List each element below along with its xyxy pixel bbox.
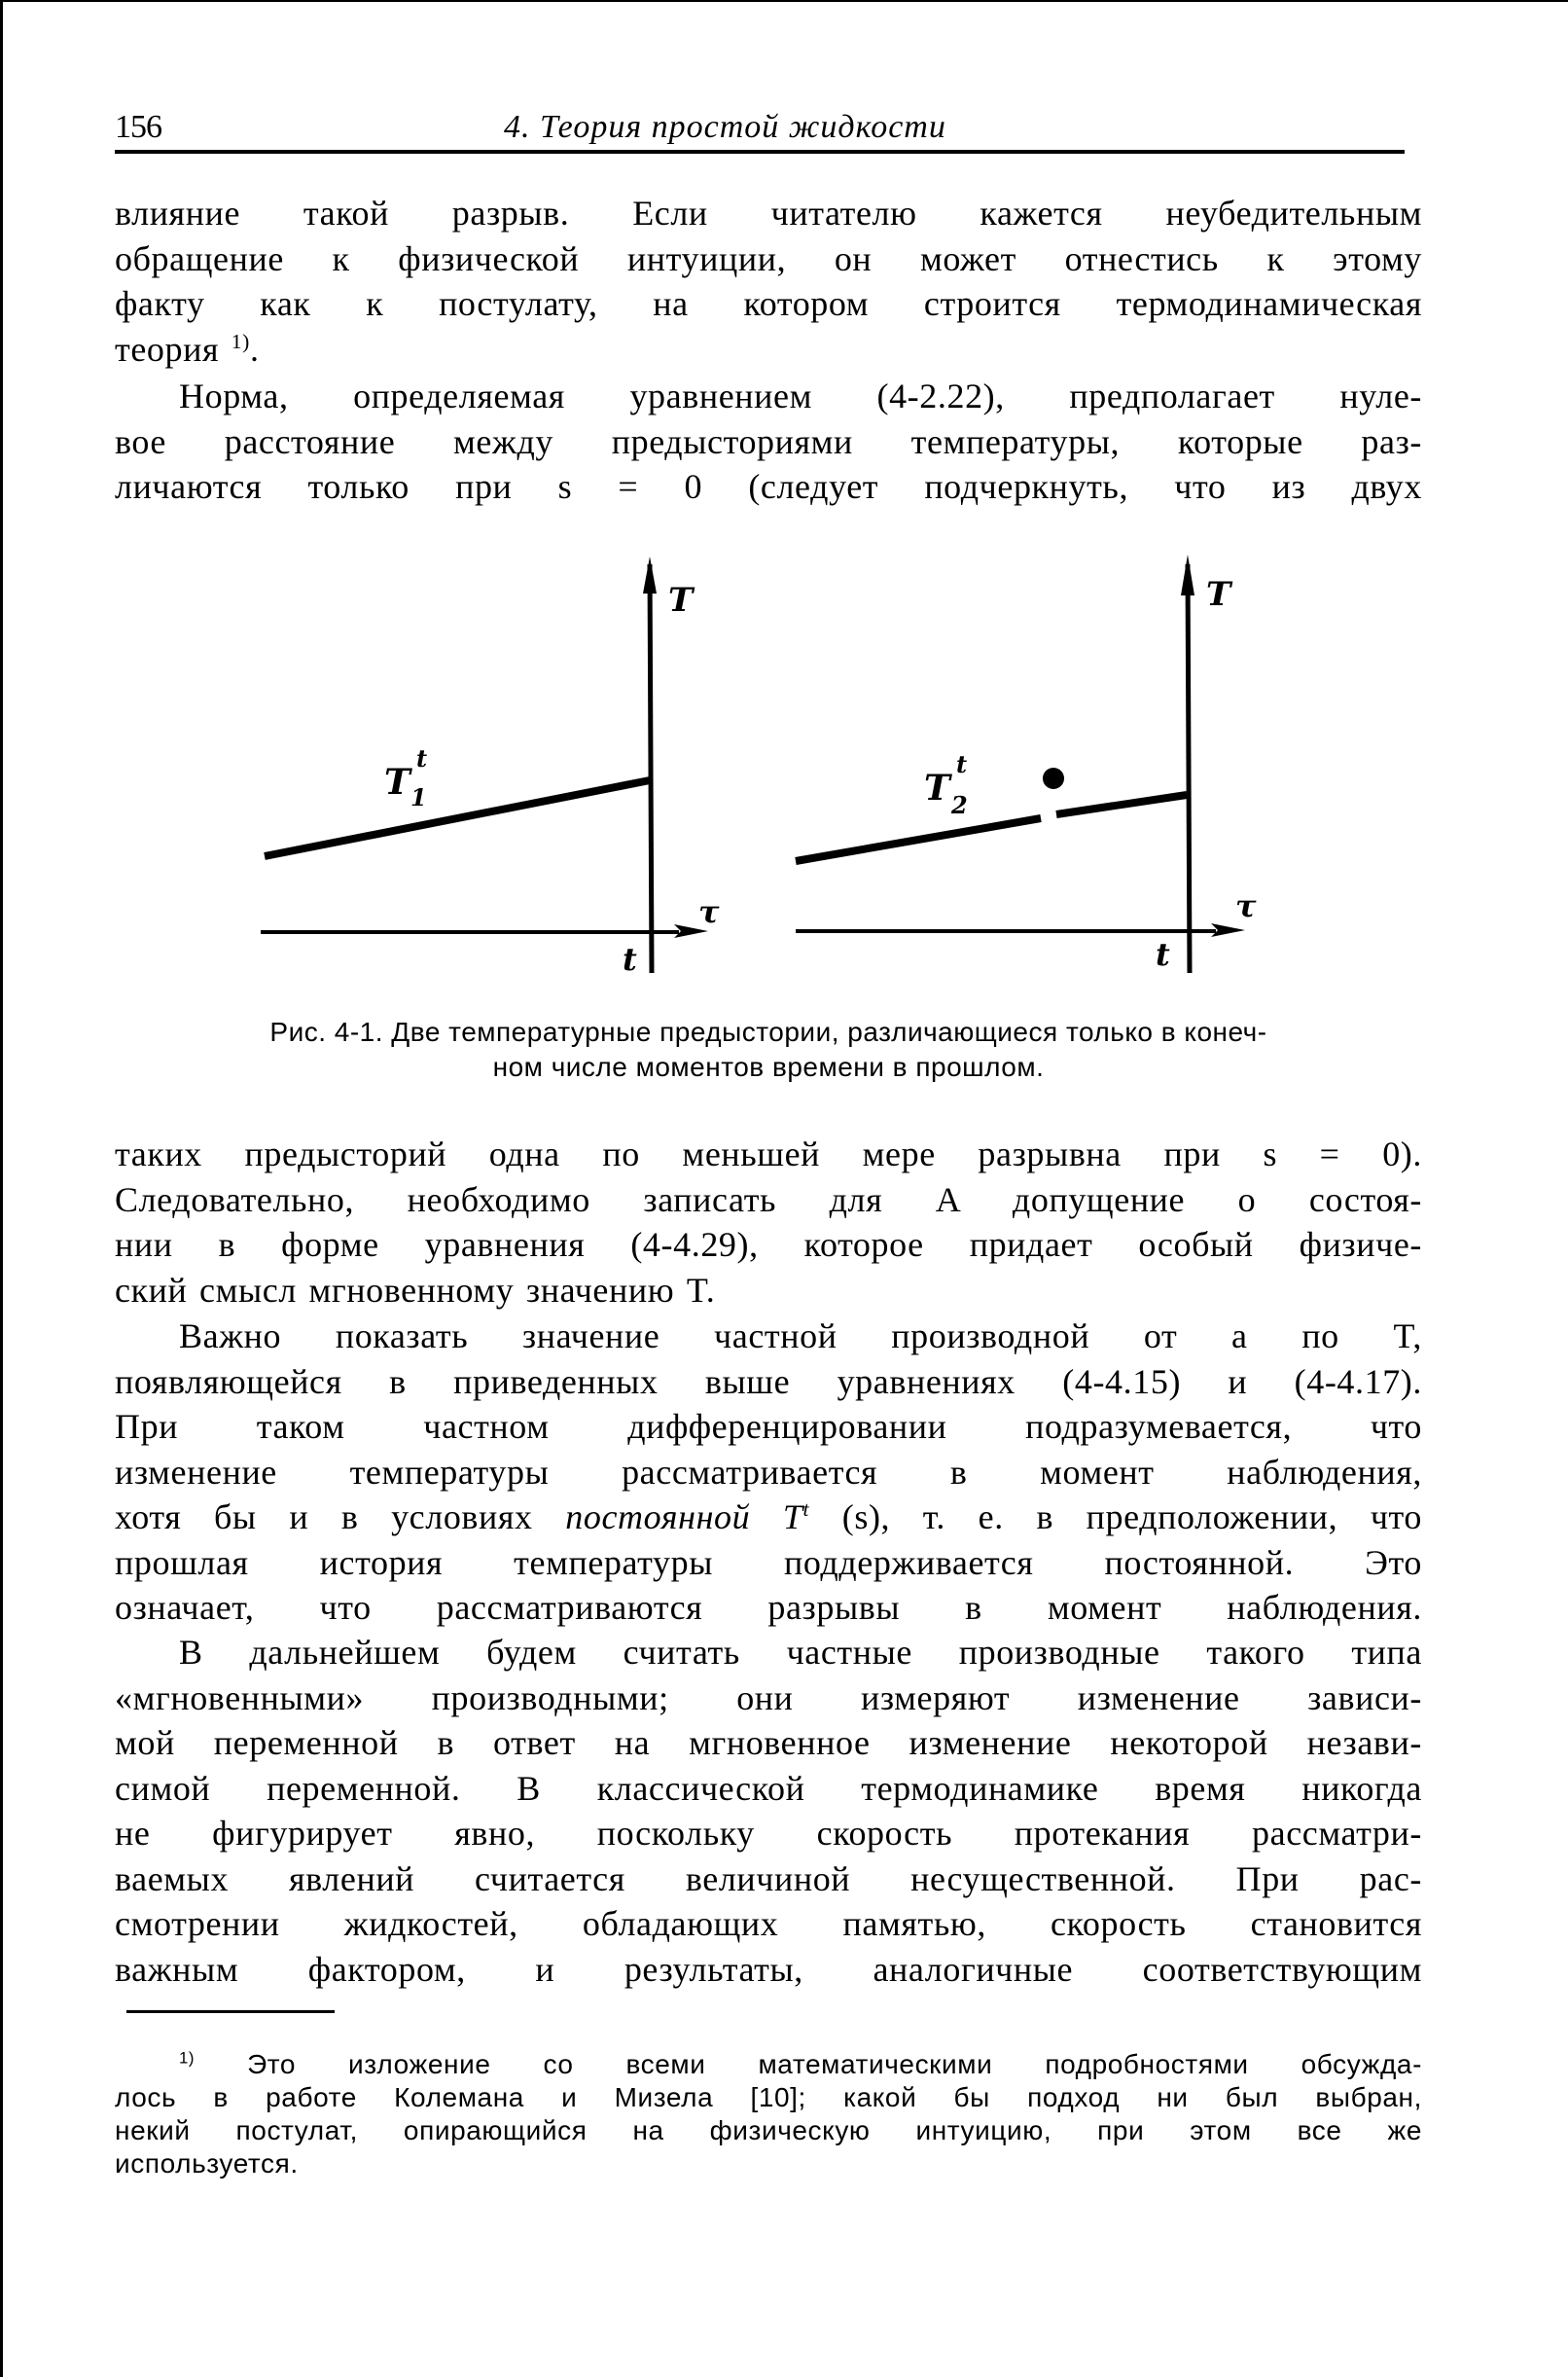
text-line: нии в форме уравнения (4-4.29), которое придает особый физиче- [115,1225,1422,1264]
figure-caption [115,1015,1422,1085]
curve-label: T [924,768,950,809]
running-head [115,105,1405,156]
x-axis-arrow-icon [1211,923,1245,937]
curve-T2-right [1056,795,1187,814]
text-line: вое расстояние между предысториями температуры, которые раз- [115,421,1422,461]
text-line: важным фактором, и результаты, аналогичные соответствующим [115,1949,1422,1989]
x-axis-label: τ [1235,887,1257,924]
paragraph-3 [115,1132,1422,1313]
caption-line: Рис. 4-1. Две температурные предыстории, различающиеся только в конеч- [269,1017,1267,1047]
footnote-rule [126,2010,335,2013]
text-line: означает, что рассматриваются разрывы в момент наблюдения. [115,1588,1422,1627]
footnote-ref[interactable]: 1) [231,329,250,353]
y-axis-1 [650,564,652,973]
text-line: В дальнейшем будем считать частные производные такого типа [179,1633,1422,1672]
curve-T2-left [796,818,1041,861]
y-axis-label: T [1206,575,1231,614]
paragraph-4 [115,1314,1422,1631]
text-line: Норма, определяемая уравнением (4-2.22), предполагает нуле- [179,377,1422,415]
text-line: ваемых явлений считается величиной несущественной. При рас- [115,1858,1422,1898]
figure-4-1 [243,545,1313,1002]
text-line: ский смысл мгновенному значению T. [115,1270,716,1310]
text-line: прошлая история температуры поддерживается постоянной. Это [115,1542,1422,1582]
text-line: изменение температуры рассматривается в момент наблюдения, [115,1452,1422,1492]
text-line: таких предысторий одна по меньшей мере разрывна при s = 0). [115,1134,1422,1173]
curve-T1 [265,780,650,856]
text-line: обращение к физической интуиции, он может отнестись к этому [115,238,1422,278]
curve-label-sup: t [416,744,428,773]
panel-1 [261,557,720,978]
curve-label: T [384,762,410,803]
y-axis-arrow-icon [1181,555,1194,595]
paragraph-2 [115,374,1422,510]
curve-label-sub: 1 [410,783,427,811]
caption-line: ном числе моментов времени в прошлом. [492,1052,1045,1082]
paragraph-5 [115,1630,1422,1992]
header-rule [115,150,1405,154]
footnote-line: $^{1)}$ Это изложение со всеми математическими подробностями обсужда- [179,2048,1422,2079]
footnote-line: используется. [115,2148,299,2179]
text-line: симой переменной. В классической термодинамике время никогда [115,1768,1422,1808]
curve-label-sup: t [956,750,968,778]
text-line: личаются только при s = 0 (следует подчеркнуть, что из двух [115,467,1422,506]
paragraph-1 [115,191,1422,372]
origin-label: t [623,941,637,978]
y-axis-label: T [668,581,694,620]
panel-2 [796,555,1257,973]
text-line: Следовательно, необходимо записать для A допущение о состоя- [115,1179,1422,1219]
text-line: теория $^{1)}$. [115,329,260,369]
text-line: При таком частном дифференцировании подразумевается, что [115,1407,1422,1446]
text-line: влияние такой разрыв. Если читателю кажется неубедительным [115,194,1422,233]
footnote-line: лось в работе Колемана и Мизела [10]; какой бы подход ни был выбран, [115,2082,1422,2112]
text-line: хотя бы и в условиях постоянной $T^t$ (s), т. е. в предположении, что [115,1497,1422,1536]
emphasis: постоянной [565,1497,751,1536]
text-line: появляющейся в приведенных выше уравнениях (4-4.15) и (4-4.17). [115,1361,1422,1401]
text-line: смотрении жидкостей, обладающих памятью, скорость становится [115,1904,1422,1943]
footnote-marker: 1) [179,2048,196,2068]
text-line: Важно показать значение частной производной от a по T, [179,1316,1422,1355]
origin-label: t [1156,936,1170,973]
page-number: 156 [115,109,161,145]
text-line: «мгновенными» производными; они измеряют изменение зависи- [115,1677,1422,1717]
chapter-title: 4. Теория простой жидкости [504,109,946,145]
jump-point-icon [1043,768,1064,789]
footnote-line: некий постулат, опирающийся на физическую интуицию, при этом все же [115,2115,1422,2145]
text-line: мой переменной в ответ на мгновенное изменение некоторой незави- [115,1723,1422,1762]
y-axis-2 [1188,564,1190,973]
text-line: факту как к постулату, на котором строится термодинамическая [115,284,1422,323]
text-line: не фигурирует явно, поскольку скорость протекания рассматри- [115,1814,1422,1853]
x-axis-label: τ [698,893,720,930]
footnote [115,2048,1422,2180]
curve-label-sub: 2 [951,791,968,819]
y-axis-arrow-icon [643,557,657,594]
